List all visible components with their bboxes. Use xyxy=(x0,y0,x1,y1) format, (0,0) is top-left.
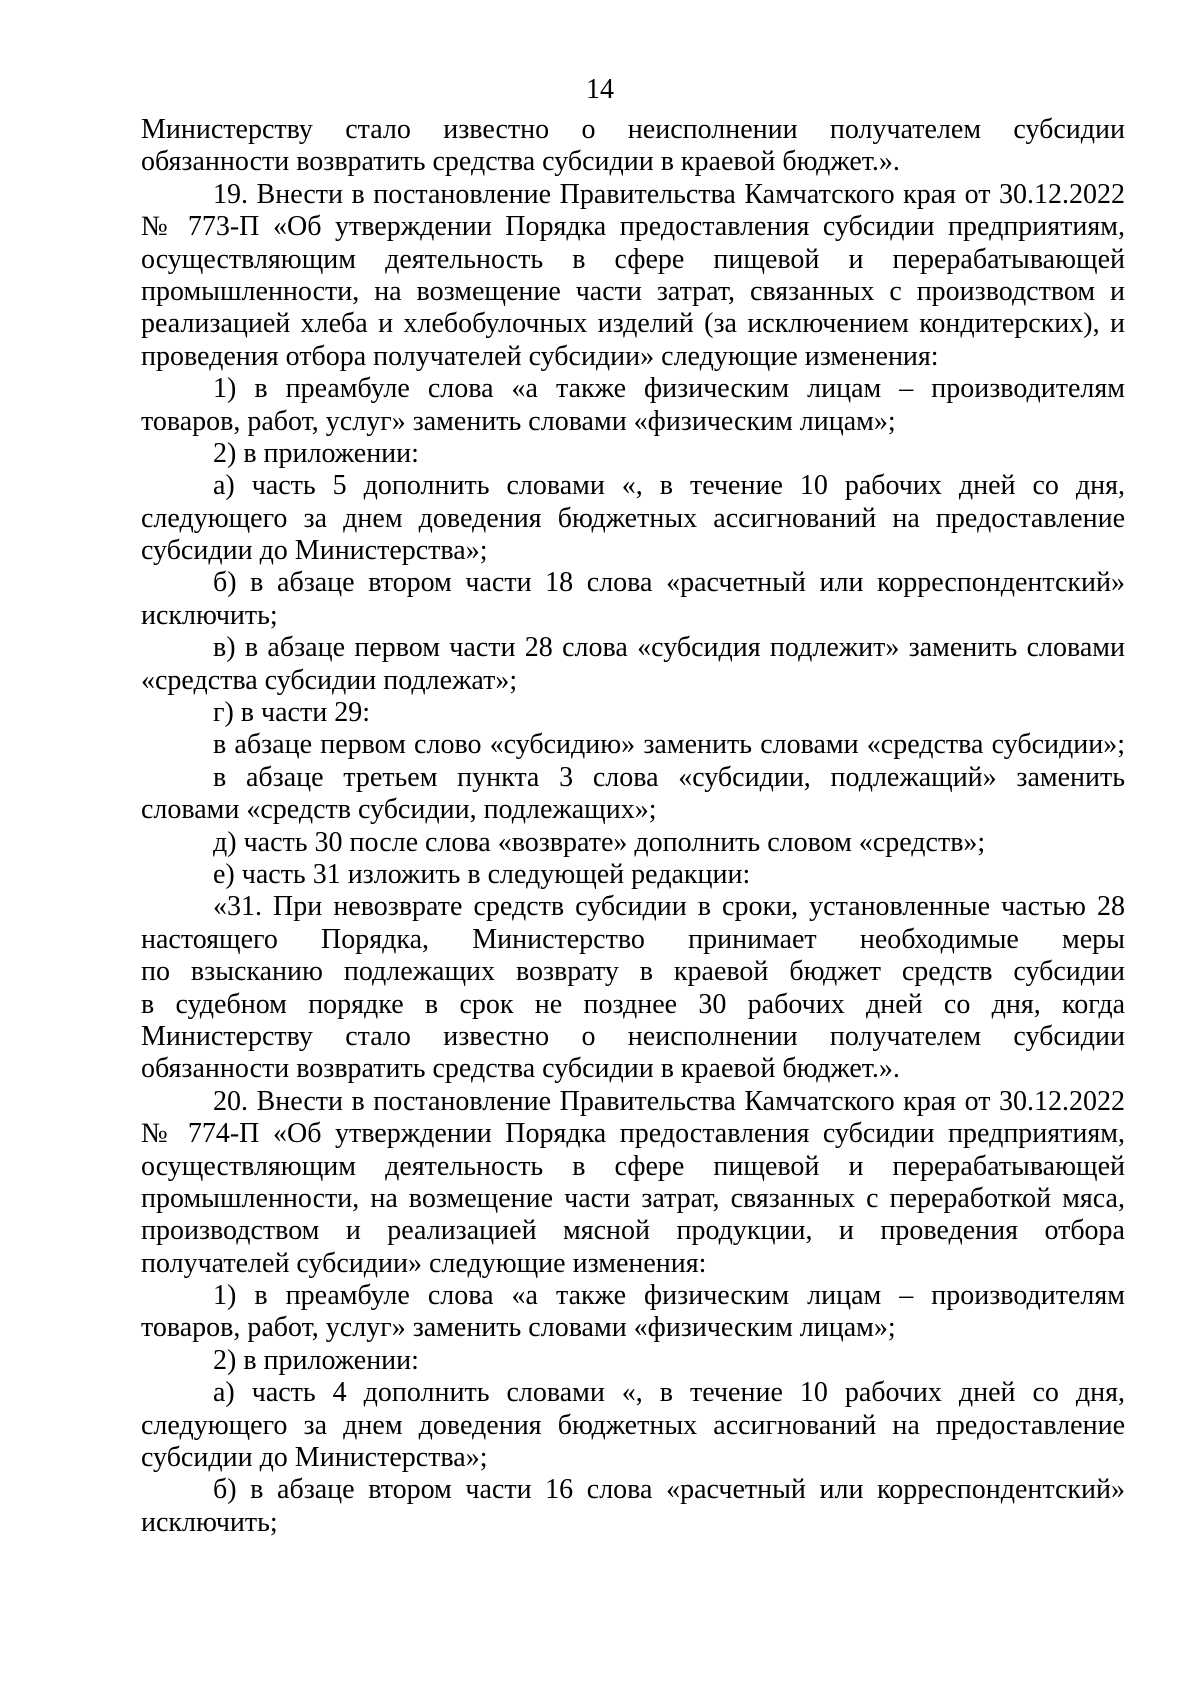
text-line: е) часть 31 изложить в следующей редакции: xyxy=(213,858,751,890)
text-line: б) в абзаце втором части 18 слова «расчетный или корреспондентский» xyxy=(213,567,1125,599)
text-line: в судебном порядке в срок не позднее 30 рабочих дней со дня, когда xyxy=(141,988,1125,1020)
text-line: обязанности возвратить средства субсидии в краевой бюджет.». xyxy=(141,1053,900,1085)
text-line: 19. Внести в постановление Правительства Камчатского края от 30.12.2022 xyxy=(213,178,1125,210)
page-number: 14 xyxy=(586,74,614,105)
text-line: а) часть 5 дополнить словами «, в течение 10 рабочих дней со дня, xyxy=(213,470,1125,502)
text-line: б) в абзаце втором части 16 слова «расчетный или корреспондентский» xyxy=(213,1474,1125,1506)
text-line: в абзаце третьем пункта 3 слова «субсидии, подлежащий» заменить xyxy=(213,761,1125,793)
text-line: Министерству стало известно о неисполнении получателем субсидии xyxy=(141,1020,1125,1052)
text-line: исключить; xyxy=(141,599,278,631)
text-line: г) в части 29: xyxy=(213,697,370,729)
text-line: товаров, работ, услуг» заменить словами «физическим лицам»; xyxy=(141,1312,896,1344)
text-line: промышленности, на возмещение части затрат, связанных с производством и xyxy=(141,275,1125,307)
text-line: реализацией хлеба и хлебобулочных изделий (за исключением кондитерских), и xyxy=(141,308,1125,340)
text-line: № 774-П «Об утверждении Порядка предоставления субсидии предприятиям, xyxy=(141,1118,1125,1150)
text-line: «средства субсидии подлежат»; xyxy=(141,664,518,696)
text-line: следующего за днем доведения бюджетных ассигнований на предоставление xyxy=(141,502,1125,534)
text-line: следующего за днем доведения бюджетных ассигнований на предоставление xyxy=(141,1409,1125,1441)
text-line: производством и реализацией мясной продукции, и проведения отбора xyxy=(141,1215,1125,1247)
text-line: словами «средств субсидии, подлежащих»; xyxy=(141,794,657,826)
text-line: осуществляющим деятельность в сфере пищевой и перерабатывающей xyxy=(141,1150,1125,1182)
text-line: 1) в преамбуле слова «а также физическим лицам – производителям xyxy=(213,1280,1125,1312)
document-body xyxy=(141,114,1125,1539)
text-line: д) часть 30 после слова «возврате» дополнить словом «средств»; xyxy=(213,826,986,858)
text-line: обязанности возвратить средства субсидии в краевой бюджет.». xyxy=(141,146,900,178)
text-line: получателей субсидии» следующие изменения: xyxy=(141,1247,707,1279)
text-line: а) часть 4 дополнить словами «, в течение 10 рабочих дней со дня, xyxy=(213,1377,1125,1409)
text-line: Министерству стало известно о неисполнении получателем субсидии xyxy=(141,114,1125,145)
text-line: по взысканию подлежащих возврату в краевой бюджет средств субсидии xyxy=(141,956,1125,988)
text-line: промышленности, на возмещение части затрат, связанных с переработкой мяса, xyxy=(141,1182,1125,1214)
text-line: 2) в приложении: xyxy=(213,437,419,469)
text-line: субсидии до Министерства»; xyxy=(141,1442,488,1474)
text-line: 20. Внести в постановление Правительства Камчатского края от 30.12.2022 xyxy=(213,1085,1125,1117)
text-line: исключить; xyxy=(141,1506,278,1538)
text-line: проведения отбора получателей субсидии» следующие изменения: xyxy=(141,340,939,372)
text-line: настоящего Порядка, Министерство принимает необходимые меры xyxy=(141,923,1125,955)
text-line: 2) в приложении: xyxy=(213,1344,419,1376)
text-line: в абзаце первом слово «субсидию» заменить словами «средства субсидии»; xyxy=(213,729,1125,761)
text-line: субсидии до Министерства»; xyxy=(141,535,488,567)
text-line: осуществляющим деятельность в сфере пищевой и перерабатывающей xyxy=(141,243,1125,275)
text-line: 1) в преамбуле слова «а также физическим лицам – производителям xyxy=(213,373,1125,405)
text-line: товаров, работ, услуг» заменить словами «физическим лицам»; xyxy=(141,405,896,437)
text-line: «31. При невозврате средств субсидии в сроки, установленные частью 28 xyxy=(213,891,1125,923)
text-line: № 773-П «Об утверждении Порядка предоставления субсидии предприятиям, xyxy=(141,211,1125,243)
text-line: в) в абзаце первом части 28 слова «субсидия подлежит» заменить словами xyxy=(213,632,1125,664)
